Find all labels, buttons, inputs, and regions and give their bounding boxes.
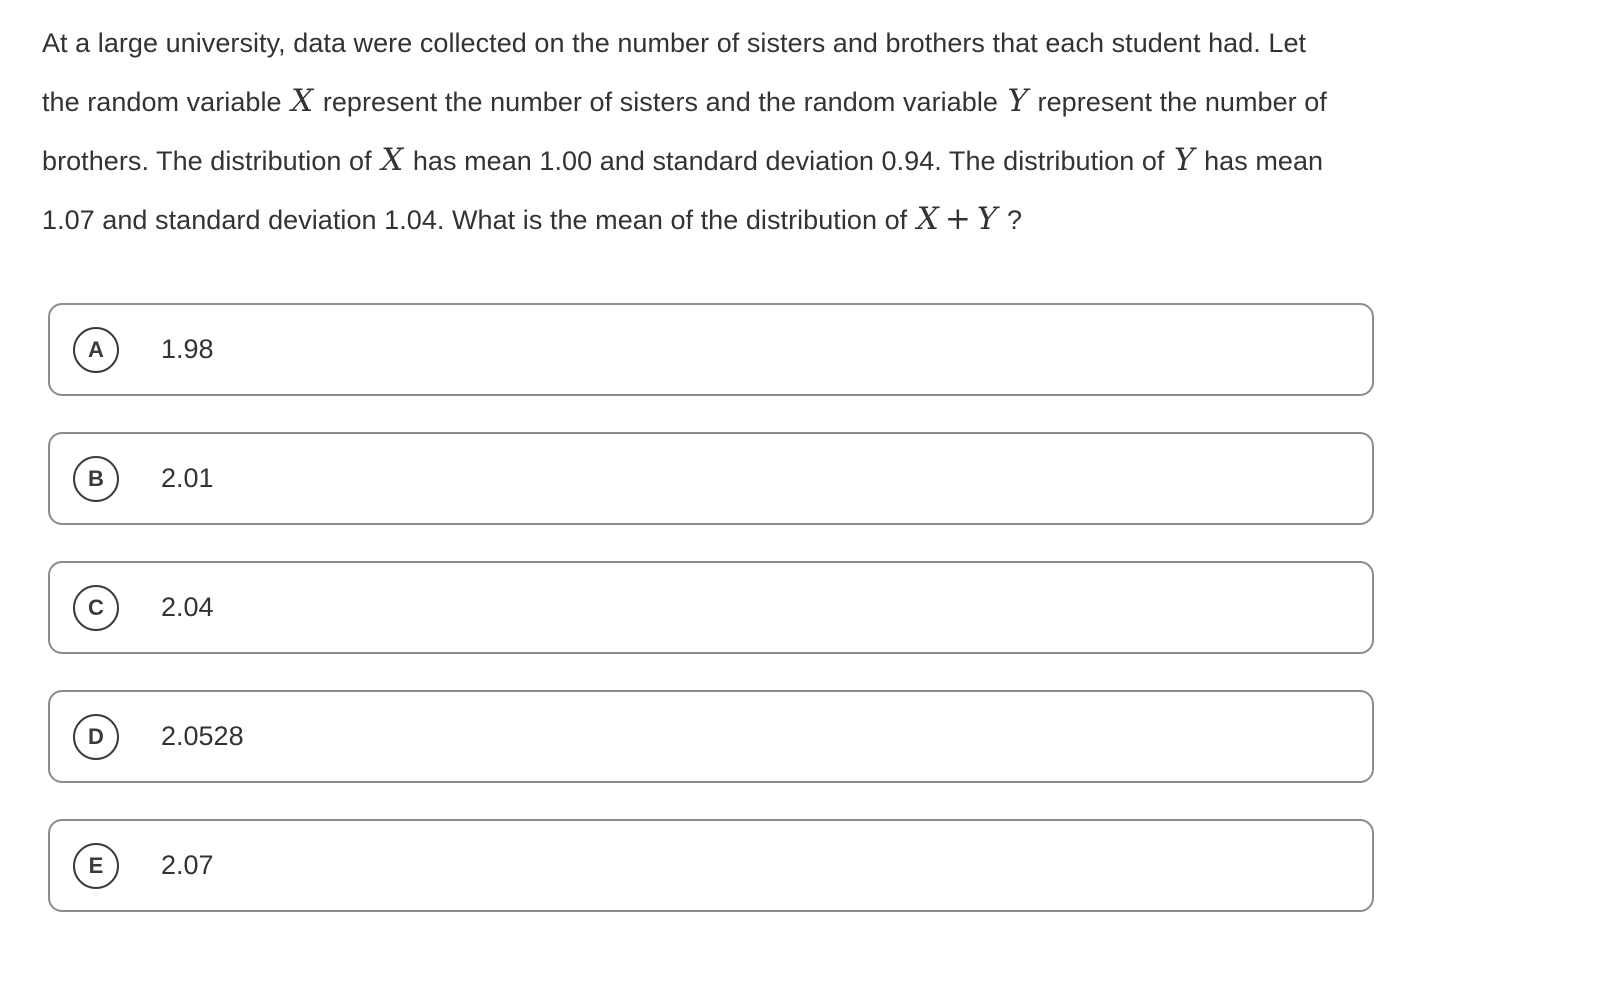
variable-y: Y [976,201,998,237]
question-line-2-end: represent the number of [1030,87,1327,117]
choice-letter-badge: D [73,714,119,760]
choice-value: 2.01 [161,463,214,493]
question-line-2-start: the random variable [42,87,290,117]
choice-value: 2.0528 [161,721,244,751]
expression-x-plus-y [915,201,1000,237]
question-text [42,14,1422,249]
choice-letter-badge: A [73,327,119,373]
variable-x: X [916,201,939,237]
question-line-4-start: 1.07 and standard deviation 1.04. What is the mean of the distribution of [42,205,915,235]
choice-e[interactable] [48,819,1374,912]
variable-x: X [291,83,314,119]
variable-y: Y [1007,83,1028,119]
question-line-3-middle: has mean 1.00 and standard deviation 0.94. The distribution of [405,146,1173,176]
question-line-3-end: has mean [1196,146,1324,176]
choice-a[interactable] [48,303,1374,396]
choice-letter-badge: C [73,585,119,631]
choice-value: 2.07 [161,850,214,880]
question-line-3-start: brothers. The distribution of [42,146,380,176]
choice-b[interactable] [48,432,1374,525]
plus-sign: + [944,201,971,237]
choice-letter-badge: E [73,843,119,889]
variable-x: X [381,142,404,178]
question-line-4-end: ? [999,205,1023,235]
variable-y: Y [1174,142,1195,178]
choice-c[interactable] [48,561,1374,654]
choice-letter-badge: B [73,456,119,502]
choice-value: 1.98 [161,334,214,364]
choice-d[interactable] [48,690,1374,783]
answer-choices [48,303,1374,948]
question-line-1: At a large university, data were collected on the number of sisters and brothers that each student had. Let [42,28,1307,58]
choice-value: 2.04 [161,592,214,622]
question-line-2-middle: represent the number of sisters and the random variable [315,87,1006,117]
